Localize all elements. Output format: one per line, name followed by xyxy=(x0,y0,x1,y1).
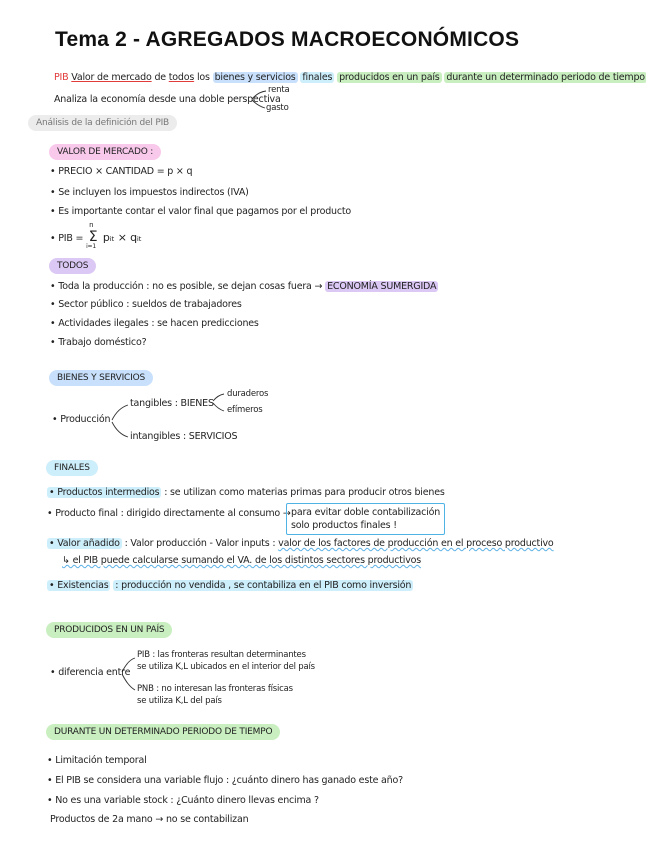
existencias-line xyxy=(47,580,413,591)
existencias-text: : producción no vendida , se contabiliza en el PIB como inversión xyxy=(115,580,412,591)
def-bienes: bienes y servicios xyxy=(214,72,296,83)
def-los: los xyxy=(196,72,210,83)
todos-item-1 xyxy=(50,281,438,292)
valor-mercado-tag: VALOR DE MERCADO : xyxy=(49,144,161,160)
diferencia-label: • diferencia entre xyxy=(50,667,131,678)
pnb-line-2: se utiliza K,L del país xyxy=(137,696,222,706)
intangibles-label: intangibles : SERVICIOS xyxy=(130,431,238,442)
analisis-tag: Análisis de la definición del PIB xyxy=(28,115,177,131)
produccion-label: • Producción xyxy=(52,414,111,425)
def-finales: finales xyxy=(302,72,333,83)
duraderos-label: duraderos xyxy=(227,389,269,399)
formula-lhs: • PIB = xyxy=(50,233,84,244)
bienes-tag: BIENES Y SERVICIOS xyxy=(49,370,153,386)
final-box-line-1: para evitar doble contabilización xyxy=(291,507,441,518)
valor-anadido-hl: • Valor añadido xyxy=(49,538,120,549)
def-producidos: producidos en un país xyxy=(339,72,440,83)
finales-tag: FINALES xyxy=(46,460,98,476)
def-valor-mercado: Valor de mercado xyxy=(71,72,152,83)
intermedios-line xyxy=(47,487,445,498)
todos-item-2: • Sector público : sueldos de trabajadores xyxy=(50,299,242,310)
analiza-text: Analiza la economía desde una doble perspectiva xyxy=(54,94,281,105)
def-pib: PIB xyxy=(54,72,69,83)
formula xyxy=(50,221,142,250)
page-title: Tema 2 - AGREGADOS MACROECONÓMICOS xyxy=(55,28,520,51)
final-box-line-2: solo productos finales ! xyxy=(291,520,397,531)
valor-anadido-line xyxy=(47,538,554,549)
analiza-renta: renta xyxy=(268,85,290,95)
analiza-gasto: gasto xyxy=(266,103,289,113)
va-sum-line xyxy=(62,555,421,566)
efimeros-label: efímeros xyxy=(227,405,263,415)
valor-anadido-tail: valor de los factores de producción en el proceso productivo xyxy=(278,538,554,549)
periodo-tag: DURANTE UN DETERMINADO PERIODO DE TIEMPO xyxy=(46,724,280,740)
todos-item-1-text: • Toda la producción : no es posible, se dejan cosas fuera → xyxy=(50,281,323,292)
valor-anadido-text: : Valor producción - Valor inputs : xyxy=(124,538,276,549)
formula-top: n xyxy=(89,221,94,229)
sigma-icon: Σ xyxy=(88,229,98,245)
periodo-item-1: • Limitación temporal xyxy=(47,755,147,766)
valor-item-3: • Es importante contar el valor final que pagamos por el producto xyxy=(50,206,352,217)
producidos-tag: PRODUCIDOS EN UN PAÍS xyxy=(46,622,172,638)
economia-sumergida: ECONOMÍA SUMERGIDA xyxy=(327,281,437,292)
valor-item-1: • PRECIO × CANTIDAD = p × q xyxy=(50,166,193,177)
existencias-hl: • Existencias xyxy=(49,580,109,591)
def-de: de xyxy=(154,72,166,83)
producto-final-text: • Producto final : dirigido directamente al consumo → xyxy=(47,508,291,519)
def-periodo: durante un determinado periodo de tiempo xyxy=(446,72,645,83)
va-sum-text: ↳ el PIB puede calcularse sumando el VA. de los distintos sectores productivos xyxy=(62,555,422,566)
tangibles-label: tangibles : BIENES xyxy=(130,398,214,409)
todos-item-4: • Trabajo doméstico? xyxy=(50,337,147,348)
todos-item-3: • Actividades ilegales : se hacen predicciones xyxy=(50,318,259,329)
formula-rhs: pᵢₜ × qᵢₜ xyxy=(102,231,142,244)
intermedios-hl: • Productos intermedios xyxy=(49,487,160,498)
pib-line-1: PIB : las fronteras resultan determinantes xyxy=(137,650,306,660)
pib-line-2: se utiliza K,L ubicados en el interior del país xyxy=(137,662,315,672)
final-box xyxy=(286,503,445,535)
formula-bottom: i=1 xyxy=(86,243,97,250)
todos-tag: TODOS xyxy=(49,258,96,274)
pnb-line-1: PNB : no interesan las fronteras físicas xyxy=(137,684,293,694)
periodo-item-3: • No es una variable stock : ¿Cuánto dinero llevas encima ? xyxy=(47,795,319,806)
def-todos: todos xyxy=(168,72,195,83)
definition-line xyxy=(54,72,646,83)
valor-item-2: • Se incluyen los impuestos indirectos (IVA) xyxy=(50,187,249,198)
intermedios-text: : se utilizan como materias primas para producir otros bienes xyxy=(164,487,445,498)
periodo-item-2: • El PIB se considera una variable flujo : ¿cuánto dinero has ganado este año? xyxy=(47,775,403,786)
periodo-item-4: Productos de 2a mano → no se contabilizan xyxy=(50,814,249,825)
